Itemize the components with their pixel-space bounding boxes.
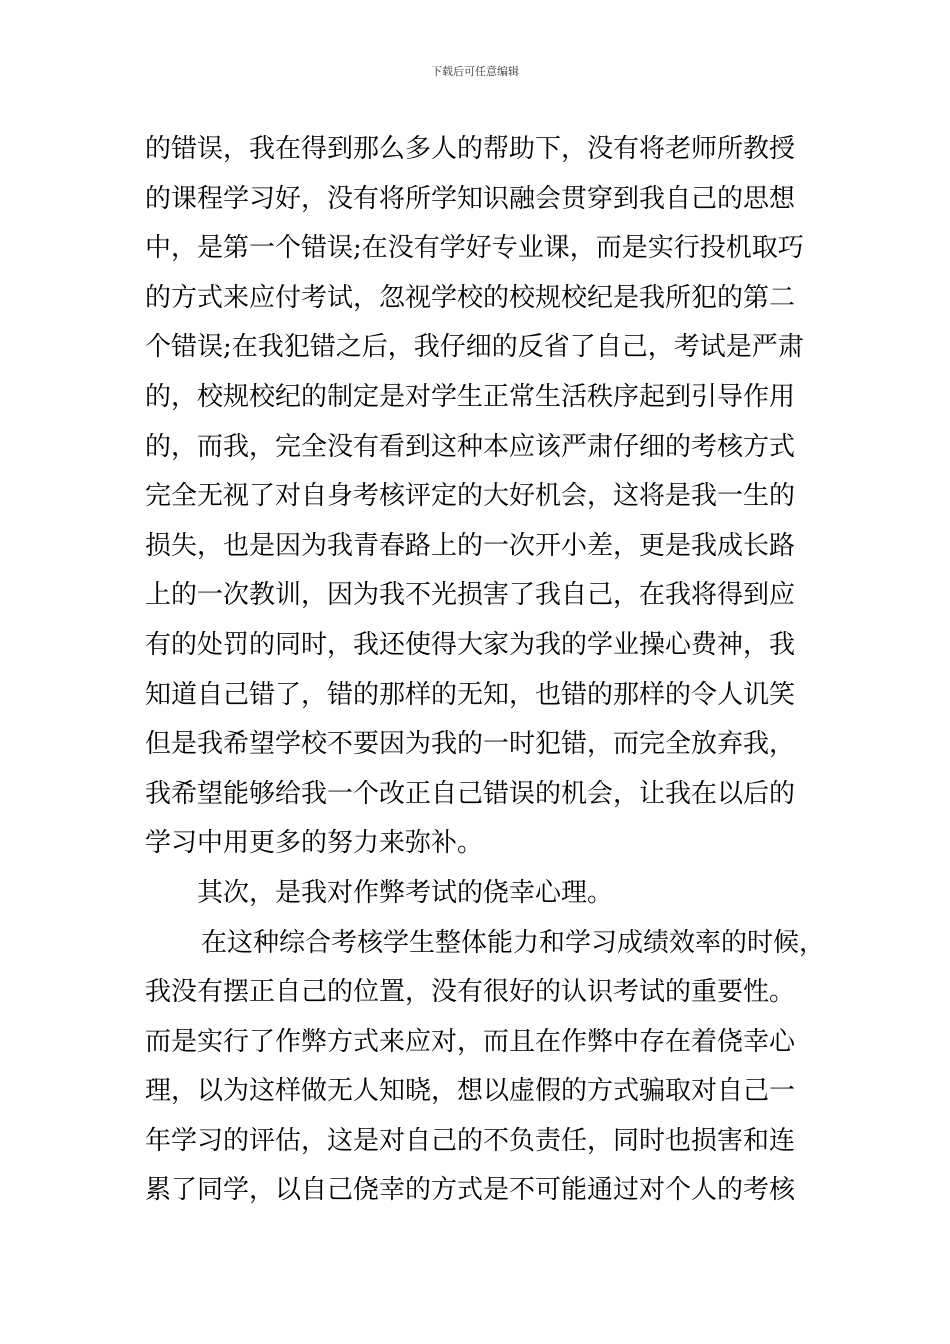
text-line: 的错误，我在得到那么多人的帮助下，没有将老师所教授	[145, 134, 796, 164]
page-header-watermark: 下载后可任意编辑	[431, 65, 519, 78]
text-line: 我希望能够给我一个改正自己错误的机会，让我在以后的	[145, 778, 796, 809]
text-line: 损失，也是因为我青春路上的一次开小差，更是我成长路	[145, 530, 796, 561]
text-line: 累了同学，以自己侥幸的方式是不可能通过对个人的考核	[145, 1175, 796, 1206]
text-line: 上的一次教训，因为我不光损害了我自己，在我将得到应	[145, 580, 796, 611]
text-line: 的课程学习好，没有将所学知识融会贯穿到我自己的思想	[145, 183, 796, 214]
text-line: 在这种综合考核学生整体能力和学习成绩效率的时候，	[201, 927, 826, 958]
text-line: 我没有摆正自己的位置，没有很好的认识考试的重要性。	[145, 977, 796, 1008]
text-line: 中，是第一个错误;在没有学好专业课，而是实行投机取巧	[145, 233, 804, 264]
text-line: 的方式来应付考试，忽视学校的校规校纪是我所犯的第二	[145, 282, 796, 313]
paragraph-heading-line: 其次，是我对作弊考试的侥幸心理。	[197, 877, 614, 908]
text-line: 有的处罚的同时，我还使得大家为我的学业操心费神，我	[145, 629, 796, 660]
text-line: 而是实行了作弊方式来应对，而且在作弊中存在着侥幸心	[145, 1026, 796, 1057]
text-line: 的，而我，完全没有看到这种本应该严肃仔细的考核方式	[145, 431, 796, 462]
text-line: 知道自己错了，错的那样的无知，也错的那样的令人讥笑	[145, 679, 796, 710]
text-line: 学习中用更多的努力来弥补。	[145, 828, 484, 859]
text-line: 个错误;在我犯错之后，我仔细的反省了自己，考试是严肃	[145, 332, 804, 363]
text-line: 但是我希望学校不要因为我的一时犯错，而完全放弃我，	[145, 729, 796, 760]
text-line: 完全无视了对自身考核评定的大好机会，这将是我一生的	[145, 481, 796, 512]
text-line: 的，校规校纪的制定是对学生正常生活秩序起到引导作用	[145, 381, 796, 412]
document-body	[145, 125, 825, 1216]
text-line: 年学习的评估，这是对自己的不负责任，同时也损害和连	[145, 1125, 796, 1156]
text-line: 理，以为这样做无人知晓，想以虚假的方式骗取对自己一	[145, 1076, 796, 1107]
